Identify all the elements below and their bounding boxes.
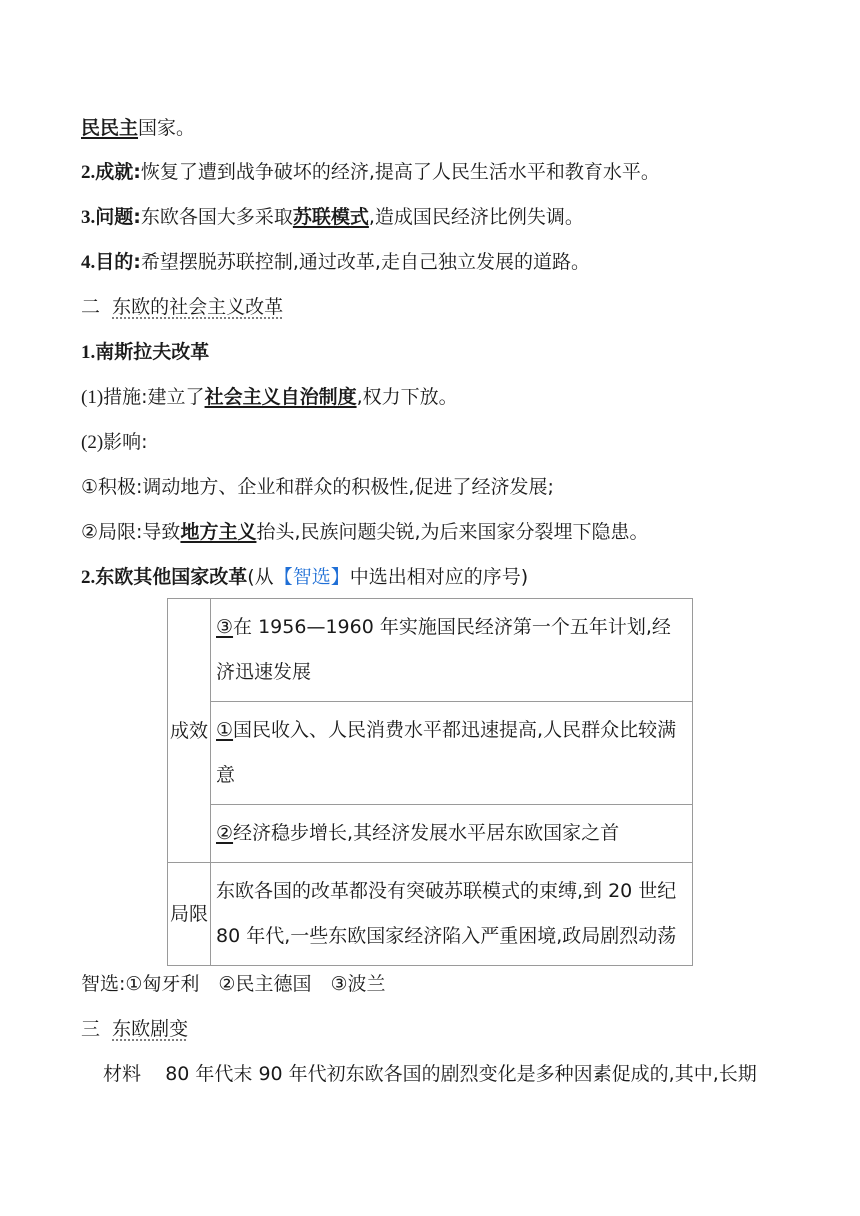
reform-table: [167, 598, 693, 966]
answer-1: ①: [216, 719, 234, 741]
section-3-heading: 三 东欧剧变: [81, 1018, 189, 1040]
section-2-heading: 二 东欧的社会主义改革: [81, 296, 284, 318]
keyword-democracy: 民民主: [81, 117, 139, 139]
row-limit: 东欧各国的改革都没有突破苏联模式的束缚,到 20 世纪 80 年代,一些东欧国家经济陷入严重困境,政局剧烈动荡: [211, 863, 693, 966]
row-gdr: ②经济稳步增长,其经济发展水平居东欧国家之首: [211, 805, 693, 863]
line-negative: ②局限:导致地方主义抬头,民族问题尖锐,为后来国家分裂埋下隐患。: [81, 521, 649, 543]
label-limit: 局限: [168, 863, 211, 966]
line-1: 民民主国家。: [81, 117, 196, 139]
smart-select-tag: 【智选】: [273, 566, 350, 588]
answer-3: ③: [216, 616, 234, 638]
smart-select-options: 智选:①匈牙利 ②民主德国 ③波兰: [81, 973, 386, 995]
material-line: 材料 80 年代末 90 年代初东欧各国的剧烈变化是多种因素促成的,其中,长期: [103, 1063, 757, 1085]
heading-other-countries: 2.东欧其他国家改革(从【智选】中选出相对应的序号): [81, 566, 529, 588]
line-measures: (1)措施:建立了社会主义自治制度,权力下放。: [81, 386, 458, 408]
line-positive: ①积极:调动地方、企业和群众的积极性,促进了经济发展;: [81, 476, 554, 498]
line-purpose: 4.目的:希望摆脱苏联控制,通过改革,走自己独立发展的道路。: [81, 251, 590, 273]
row-hungary: ①国民收入、人民消费水平都迅速提高,人民群众比较满意: [211, 702, 693, 805]
label-effect: 成效: [168, 599, 211, 863]
line-impact: (2)影响:: [81, 431, 148, 453]
keyword-localism: 地方主义: [180, 521, 257, 543]
heading-yugoslavia: 1.南斯拉夫改革: [81, 341, 210, 363]
row-poland: ③在 1956—1960 年实施国民经济第一个五年计划,经济迅速发展: [211, 599, 693, 702]
line-problem: 3.问题:东欧各国大多采取苏联模式,造成国民经济比例失调。: [81, 206, 584, 228]
line-achievement: 2.成就:恢复了遭到战争破坏的经济,提高了人民生活水平和教育水平。: [81, 161, 660, 183]
keyword-self-management: 社会主义自治制度: [204, 386, 357, 408]
answer-2: ②: [216, 822, 234, 844]
keyword-soviet-model: 苏联模式: [292, 206, 369, 228]
